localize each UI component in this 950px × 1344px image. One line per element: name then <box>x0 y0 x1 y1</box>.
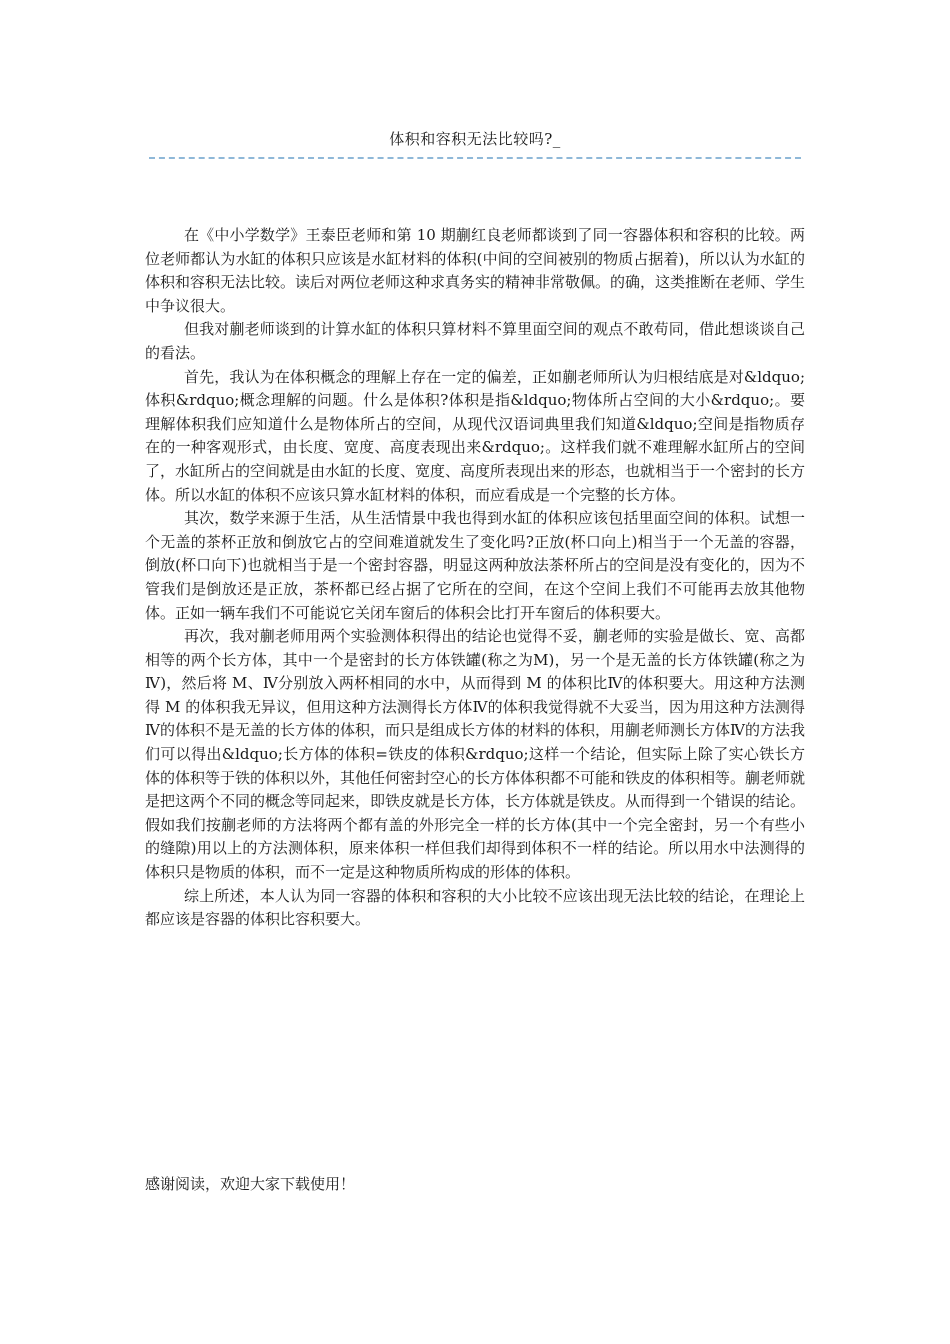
paragraph-6: 综上所述，本人认为同一容器的体积和容积的大小比较不应该出现无法比较的结论，在理论上都应该是容器的体积比容积要大。 <box>145 886 805 929</box>
paragraph-1: 在《中小学数学》王泰臣老师和第 10 期蒯红良老师都谈到了同一容器体积和容积的比较。两位老师都认为水缸的体积只应该是水缸材料的体积(中间的空间被别的物质占据着)，所以认为水缸的体积和容积无法比较。读后对两位老师这种求真务实的精神非常敬佩。的确，这类推断在老师、学生中争议很大。 <box>145 226 806 315</box>
title-divider <box>149 157 801 159</box>
paragraph-4: 其次，数学来源于生活，从生活情景中我也得到水缸的体积应该包括里面空间的体积。试想一个无盖的茶杯正放和倒放它占的空间难道就发生了变化吗?正放(杯口向上)相当于一个无盖的容器，倒放(杯口向下)也就相当于是一个密封容器，明显这两种放法茶杯所占的空间是没有变化的，因为不管我们是倒放还是正放，茶杯都已经占据了它所在的空间，在这个空间上我们不可能再去放其他物体。正如一辆车我们不可能说它关闭车窗后的体积会比打开车窗后的体积要大。 <box>145 509 805 622</box>
document-title: 体积和容积无法比较吗?_ <box>389 130 561 148</box>
paragraph-2: 但我对蒯老师谈到的计算水缸的体积只算材料不算里面空间的观点不敢苟同，借此想谈谈自己的看法。 <box>145 320 805 362</box>
document-body <box>145 224 805 932</box>
footer-thanks: 感谢阅读，欢迎大家下载使用！ <box>145 1175 356 1193</box>
paragraph-5: 再次，我对蒯老师用两个实验测体积得出的结论也觉得不妥，蒯老师的实验是做长、宽、高都相等的两个长方体，其中一个是密封的长方体铁罐(称之为M)，另一个是无盖的长方体铁罐(称之为Ⅳ)，然后将 M、Ⅳ分别放入两杯相同的水中，从而得到 M 的体积比Ⅳ的体积要大。用这种方法测得 M 的体积我无异议，但用这种方法测得长方体Ⅳ的体积我觉得就不大妥当，因为用这种方法测得Ⅳ的体积不是无盖的长方体的体积，而只是组成长方体的材料的体积，用蒯老师测长方体Ⅳ的方法我们可以得出&ldquo;长方体的体积=铁皮的体积&rdquo;这样一个结论，但实际上除了实心铁长方体的体积等于铁的体积以外，其他任何密封空心的长方体体积都不可能和铁皮的体积相等。蒯老师就是把这两个不同的概念等同起来，即铁皮就是长方体，长方体就是铁皮。从而得到一个错误的结论。假如我们按蒯老师的方法将两个都有盖的外形完全一样的长方体(其中一个完全密封，另一个有些小的缝隙)用以上的方法测体积，原来体积一样但我们却得到体积不一样的结论。所以用水中法测得的体积只是物质的体积，而不一定是这种物质所构成的形体的体积。 <box>145 627 806 882</box>
paragraph-3: 首先，我认为在体积概念的理解上存在一定的偏差，正如蒯老师所认为归根结底是对&ldquo;体积&rdquo;概念理解的问题。什么是体积?体积是指&ldquo;物体所占空间的大小&rdquo;。要理解体积我们应知道什么是物体所占的空间，从现代汉语词典里我们知道&ldquo;空间是指物质存在的一种客观形式，由长度、宽度、高度表现出来&rdquo;。这样我们就不难理解水缸所占的空间了，水缸所占的空间就是由水缸的长度、宽度、高度所表现出来的形态，也就相当于一个密封的长方体。所以水缸的体积不应该只算水缸材料的体积，而应看成是一个完整的长方体。 <box>145 367 806 504</box>
